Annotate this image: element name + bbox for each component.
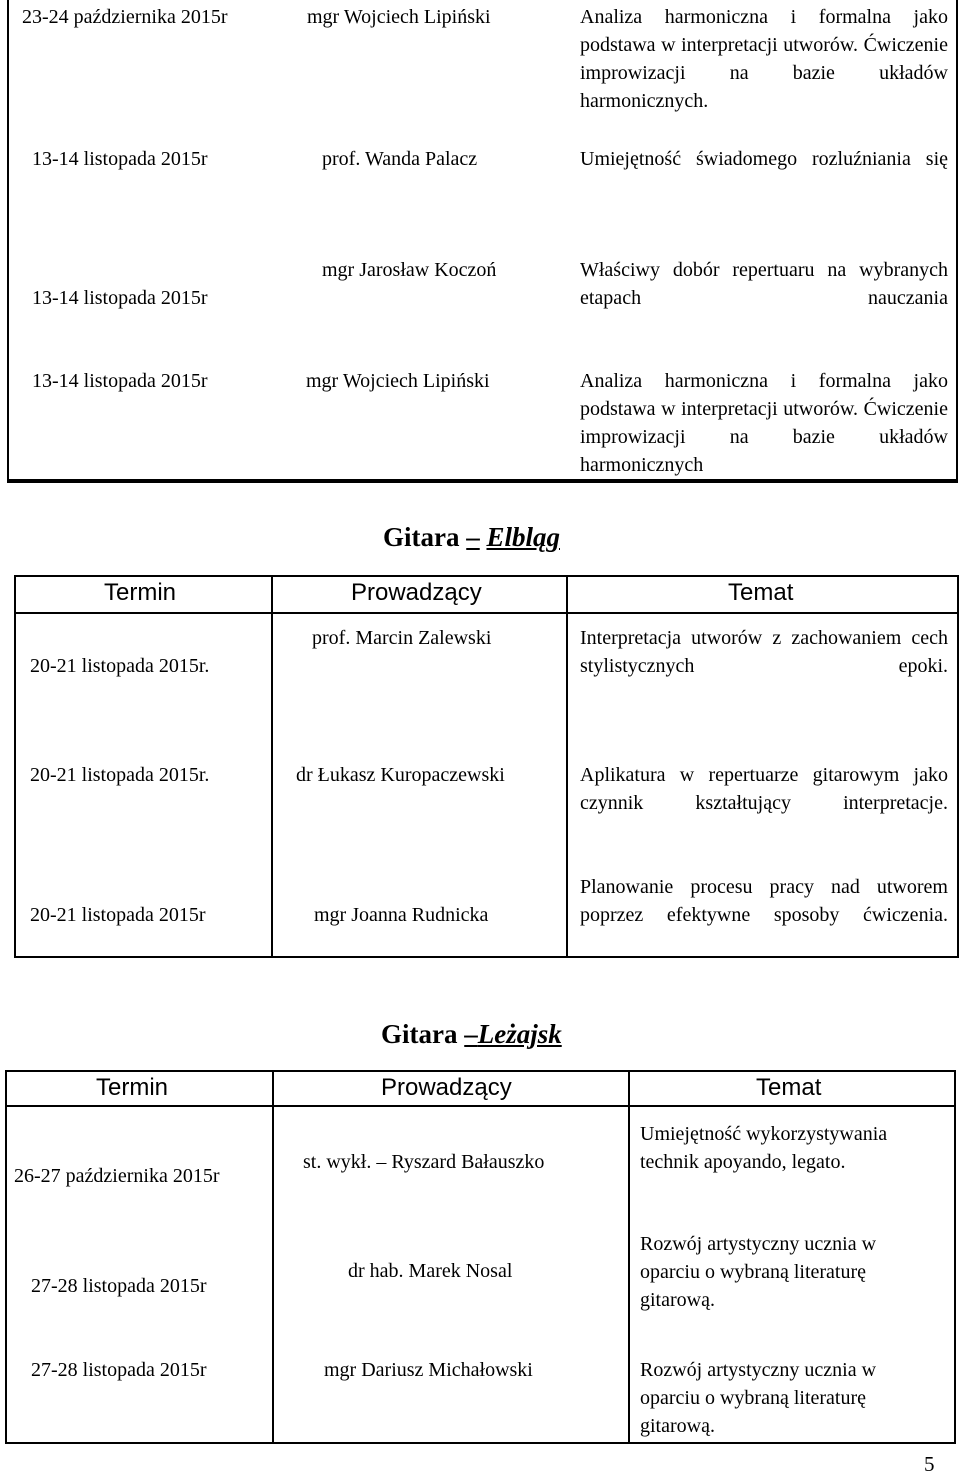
topic-cell: Analiza harmoniczna i formalna jako podstawa w interpretacji utworów. Ćwiczenie improwizacji na bazie układów harmonicznych.	[580, 6, 948, 112]
column-header-teacher: Prowadzący	[381, 1074, 512, 1101]
date-cell: 13-14 listopada 2015r	[32, 370, 208, 392]
teacher-cell: mgr Wojciech Lipiński	[306, 370, 490, 392]
date-cell: 26-27 października 2015r	[14, 1165, 220, 1187]
teacher-cell: st. wykł. – Ryszard Bałauszko	[303, 1151, 545, 1173]
page-number: 5	[924, 1452, 935, 1476]
teacher-cell: prof. Marcin Zalewski	[312, 627, 492, 649]
topic-cell: Rozwój artystyczny ucznia w oparciu o wybraną literaturę gitarową.	[640, 1359, 877, 1437]
date-cell: 20-21 listopada 2015r	[30, 904, 206, 926]
teacher-cell: dr Łukasz Kuropaczewski	[296, 764, 505, 786]
topic-cell: Umiejętność wykorzystywania technik apoyando, legato.	[640, 1123, 888, 1173]
column-header-teacher: Prowadzący	[351, 579, 482, 606]
teacher-cell: mgr Joanna Rudnicka	[314, 904, 489, 926]
topic-cell: Analiza harmoniczna i formalna jako podstawa w interpretacji utworów. Ćwiczenie improwizacji na bazie układów harmonicznych	[580, 370, 948, 476]
topic-cell: Właściwy dobór repertuaru na wybranych etapach nauczania	[580, 259, 948, 309]
topic-cell: Aplikatura w repertuarze gitarowym jako czynnik kształtujący interpretacje.	[580, 764, 948, 814]
teacher-cell: mgr Jarosław Koczoń	[322, 259, 497, 281]
section-title-elblag: Gitara – Elbląg	[383, 522, 560, 552]
date-cell: 13-14 listopada 2015r	[32, 287, 208, 309]
date-cell: 27-28 listopada 2015r	[31, 1275, 207, 1297]
date-cell: 13-14 listopada 2015r	[32, 148, 208, 170]
date-cell: 27-28 listopada 2015r	[31, 1359, 207, 1381]
teacher-cell: prof. Wanda Palacz	[322, 148, 478, 170]
section-title-lezajsk: Gitara –Leżajsk	[381, 1019, 562, 1049]
date-cell: 20-21 listopada 2015r.	[30, 655, 210, 677]
date-cell: 20-21 listopada 2015r.	[30, 764, 210, 786]
column-header-topic: Temat	[728, 579, 794, 606]
teacher-cell: mgr Wojciech Lipiński	[307, 6, 491, 28]
date-cell: 23-24 października 2015r	[22, 6, 228, 28]
column-header-date: Termin	[96, 1074, 169, 1101]
topic-cell: Rozwój artystyczny ucznia w oparciu o wybraną literaturę gitarową.	[640, 1233, 877, 1311]
teacher-cell: dr hab. Marek Nosal	[348, 1260, 513, 1282]
column-header-date: Termin	[104, 579, 177, 606]
topic-cell: Umiejętność świadomego rozluźniania się	[580, 148, 948, 170]
topic-cell: Planowanie procesu pracy nad utworem poprzez efektywne sposoby ćwiczenia.	[580, 876, 948, 926]
column-header-topic: Temat	[756, 1074, 822, 1101]
teacher-cell: mgr Dariusz Michałowski	[324, 1359, 533, 1381]
topic-cell: Interpretacja utworów z zachowaniem cech stylistycznych epoki.	[580, 627, 948, 677]
